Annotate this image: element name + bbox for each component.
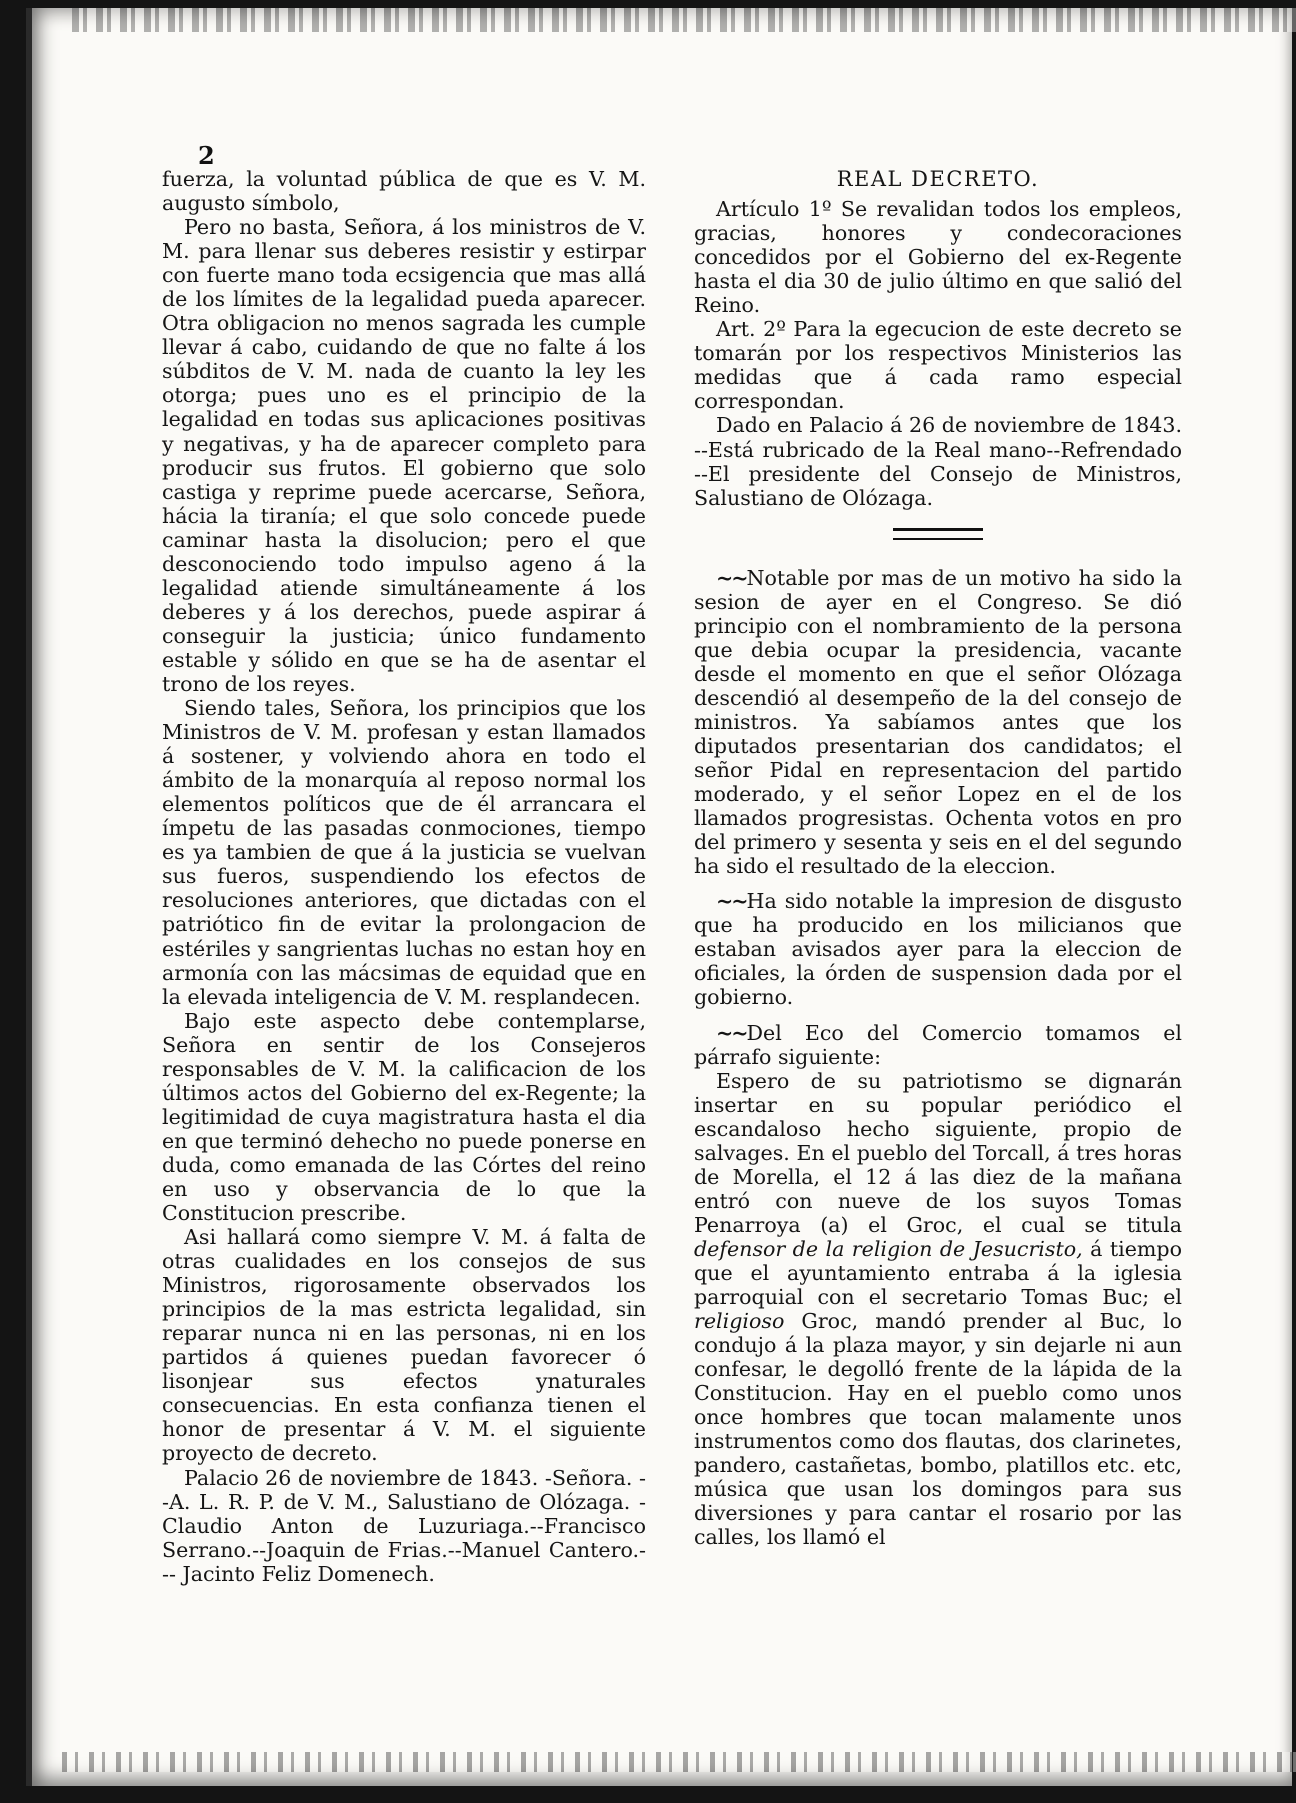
paragraph: Pero no basta, Señora, á los ministros de V. M. para llenar sus deberes resistir y estirpar con fuerte mano toda ecsigencia que mas allá de los límites de la legalidad pueda aparecer. Otra obligacion no menos sagrada les cumple llevar á cabo, cuidando de que no falte á los súbditos de V. M. nada de cuanto la ley les otorga; pues uno es el principio de la legalidad en todas sus aplicaciones positivas y negativas, y ha de aparecer completo para producir sus frutos. El gobierno que solo castiga y reprime puede acercarse, Señora, hácia la tiranía; el que solo concede puede caminar hasta la disolucion; pero el que desconociendo todo impulso ageno á la legalidad atiende simultáneamente á los deberes y á los derechos, puede aspirar á conseguir la justicia; único fundamento estable y sólido en que se ha de asentar el trono de los reyes. xyxy=(162,215,646,696)
torn-top-edge xyxy=(72,8,1296,32)
emphasis-text: religioso xyxy=(694,1309,785,1334)
left-column xyxy=(162,167,646,1586)
decree-article-1: Artículo 1º Se revalidan todos los empleos, gracias, honores y condecoraciones concedidos por el Gobierno del ex-Regente hasta el dia 30 de julio último en que salió del Reino. xyxy=(694,197,1182,318)
decree-closing: Dado en Palacio á 26 de noviembre de 1843. --Está rubricado de la Real mano--Refrendado --El presidente del Consejo de Ministros, Salustiano de Olózaga. xyxy=(694,413,1182,510)
news-text: Groc, mandó prender al Buc, lo condujo á la plaza mayor, y sin dejarle ni aun confesar, le degolló frente de la lápida de la Constitucion. Hay en el pueblo como unos once hombres que tocan malamente unos instrumentos como dos flautas, dos clarinetes, pandero, castañetas, bombo, platillos etc. etc, música que usan los domingos para sus diversiones y para cantar el rosario por las calles, los llamó el xyxy=(694,1309,1182,1550)
swung-dash-glyph: ~~ xyxy=(716,889,747,914)
news-text: Espero de su patriotismo se dignarán insertar en su popular periódico el escandaloso hecho siguiente, propio de salvages. En el pueblo del Torcall, á tres horas de Morella, el 12 á las diez de la mañana entró con nueve de los suyos Tomas Penarroya (a) el Groc, el cual se titula xyxy=(694,1068,1182,1237)
decree-heading: REAL DECRETO. xyxy=(836,167,1040,191)
news-text: Notable por mas de un motivo ha sido la sesion de ayer en el Congreso. Se dió principio con el nombramiento de la persona que debia ocupar la presidencia, vacante desde el momento en que el señor Olózaga descendió al desempeño de la del consejo de ministros. Ya sabíamos antes que los diputados presentarian dos candidatos; el señor Pidal en representacion del partido moderado, y el señor Lopez en el de los llamados progresistas. Ochenta votos en pro del primero y sesenta y seis en el del segundo ha sido el resultado de la eleccion. xyxy=(694,565,1182,879)
news-item-militia xyxy=(694,889,1182,1009)
section-divider xyxy=(893,528,983,540)
news-text: Del Eco del Comercio tomamos el párrafo siguiente: xyxy=(694,1020,1182,1069)
paragraph: Bajo este aspecto debe contemplarse, Señora en sentir de los Consejeros responsables de V. M. la calificacion de los últimos actos del Gobierno del ex-Regente; la legitimidad de cuya magistratura hasta el dia en que terminó dehecho no puede ponerse en duda, como emanada de las Córtes del reino en uso y observancia de lo que la Constitucion prescribe. xyxy=(162,1008,646,1226)
page-number: 2 xyxy=(198,141,215,170)
swung-dash-glyph: ~~ xyxy=(716,565,747,590)
news-item-eco-intro xyxy=(694,1021,1182,1069)
paragraph: fuerza, la voluntad pública de que es V. M. augusto símbolo, xyxy=(162,167,646,216)
news-text: Ha sido notable la impresion de disgusto que ha producido en los milicianos que estaban avisados ayer para la eleccion de oficiales, la órden de suspension dada por el gobierno. xyxy=(694,889,1182,1010)
right-column xyxy=(694,167,1182,1550)
emphasis-text: defensor de la religion de Jesucristo, xyxy=(694,1236,1083,1261)
paragraph: Siendo tales, Señora, los principios que los Ministros de V. M. profesan y estan llamados á sostener, y volviendo ahora en todo el ámbito de la monarquía al reposo normal los elementos políticos que de él arrancara el ímpetu de las pasadas conmociones, tiempo es ya tambien de que á la justicia se vuelvan sus fueros, suspendiendo los efectos de resoluciones anteriores, que dictadas con el patriótico fin de evitar la prolongacion de estériles y sangrientas luchas no estan hoy en armonía con las mácsimas de equidad que en la elevada inteligencia de V. M. resplandecen. xyxy=(162,696,646,1009)
signature-text: Palacio 26 de noviembre de 1843. -Señora. --A. L. R. P. de V. M., Salustiano de Olózaga. -Claudio Anton de Luzuriaga.--Francisco Serrano.--Joaquin de Frias.--Manuel Cantero.--- Jacinto Feliz Domenech. xyxy=(162,1465,646,1586)
signature-block xyxy=(162,1466,646,1586)
news-item-congress xyxy=(694,566,1182,879)
news-item-eco-letter xyxy=(694,1069,1182,1550)
decree-article-2: Art. 2º Para la egecucion de este decreto se tomarán por los respectivos Ministerios las medidas que á cada ramo especial correspondan. xyxy=(694,317,1182,414)
swung-dash-glyph: ~~ xyxy=(716,1020,747,1045)
torn-bottom-edge xyxy=(62,1752,1296,1772)
news-text: á tiempo que el ayuntamiento entraba á la iglesia parroquial con el secretario Tomas Buc; el xyxy=(694,1236,1182,1310)
paragraph: Asi hallará como siempre V. M. á falta de otras cualidades en los consejos de sus Ministros, rigorosamente observados los principios de la mas estricta legalidad, sin reparar nunca ni en las personas, ni en los partidos á quienes puedan favorecer ó lisonjear sus efectos ynaturales consecuencias. En esta confianza tienen el honor de presentar á V. M. el siguiente proyecto de decreto. xyxy=(162,1225,646,1466)
